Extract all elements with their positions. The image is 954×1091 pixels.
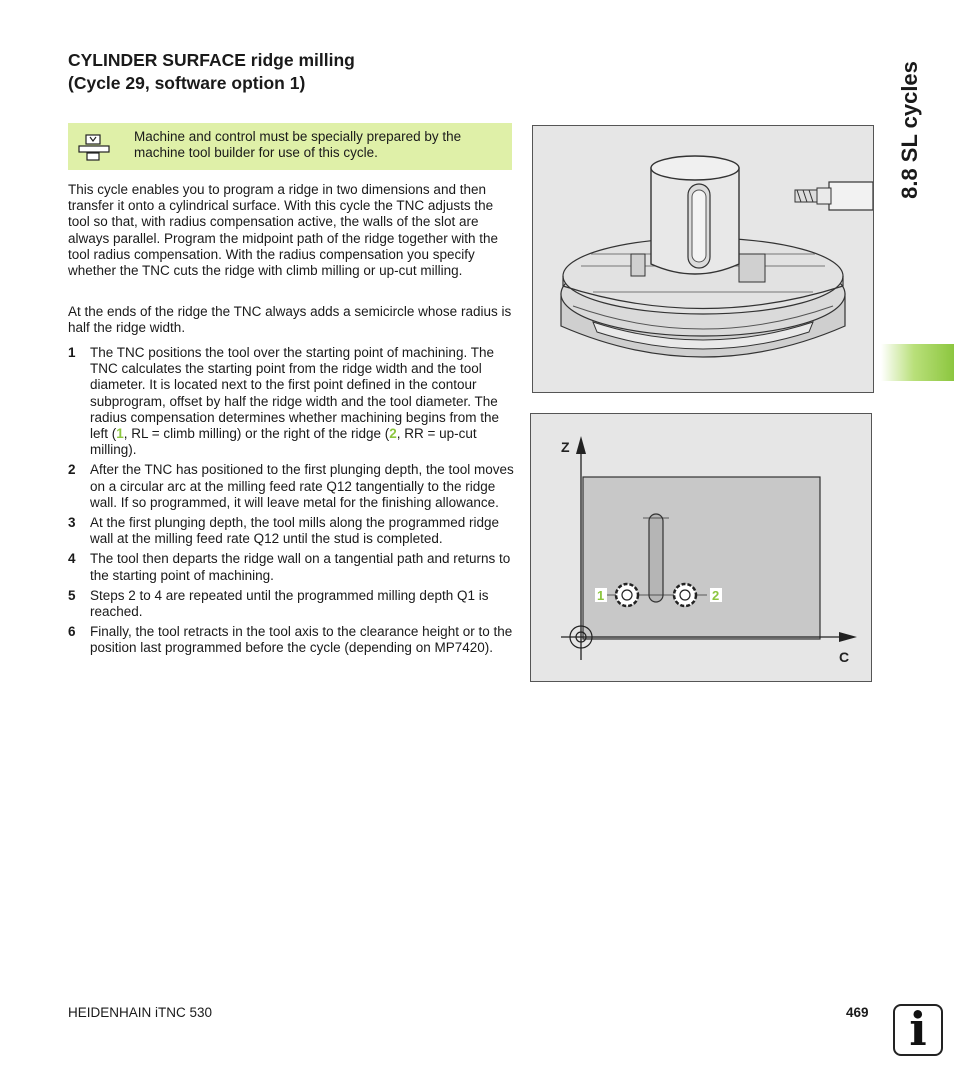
step-number: 6 <box>68 624 76 640</box>
zc-drawing <box>531 414 871 681</box>
semicircle-paragraph: At the ends of the ridge the TNC always adds a semicircle whose radius is half the ridge width. <box>68 304 512 336</box>
machine-note <box>68 123 512 170</box>
step-text: Finally, the tool retracts in the tool axis to the clearance height or to the position last programmed before the cycle (depending on MP7420). <box>90 624 513 656</box>
info-icon <box>893 1004 943 1056</box>
steps-list <box>68 345 514 661</box>
page-title <box>68 49 528 95</box>
step-text-post: , RR = up-cut milling). <box>90 426 477 458</box>
step-number: 4 <box>68 551 76 567</box>
step-text: After the TNC has positioned to the first plunging depth, the tool moves on a circular arc at the milling feed rate Q12 tangentially to the ridge wall. If so programmed, it will leave metal for the finishing allowance. <box>90 462 514 510</box>
section-label-text: 8.8 SL cycles <box>897 61 922 199</box>
step-number: 2 <box>68 462 76 478</box>
title-line-2: (Cycle 29, software option 1) <box>68 73 306 93</box>
step-item <box>68 624 514 656</box>
step-text: Steps 2 to 4 are repeated until the programmed milling depth Q1 is reached. <box>90 587 489 620</box>
step-item <box>68 588 514 620</box>
intro-paragraph: This cycle enables you to program a ridge in two dimensions and then transfer it onto a cylindrical surface. With this cycle the TNC adjusts the tool so that, with radius compensation active, the walls of the slot are always parallel. Program the midpoint path of the ridge together with the tool radius compensation. With the radius compensation you specify whether the TNC cuts the ridge with climb milling or up-cut milling. <box>68 182 498 279</box>
step-item <box>68 551 514 583</box>
step-text-pre: The TNC positions the tool over the starting point of machining. The TNC calculates the starting point from the ridge width and the tool diameter. It is located next to the first point defined in the contour subprogram, offset by half the ridge width and the tool diameter. The radius compensation determines whether machining begins from the left ( <box>90 345 499 442</box>
step-item <box>68 462 514 511</box>
zc-diagram <box>530 413 872 682</box>
section-side-label <box>880 40 940 220</box>
marker-ref-1: 1 <box>116 426 124 442</box>
cylinder-drawing <box>533 126 873 392</box>
step-number: 5 <box>68 587 76 603</box>
marker-ref-2: 2 <box>389 426 397 442</box>
page-number: 469 <box>846 1005 869 1020</box>
title-line-1: CYLINDER SURFACE ridge milling <box>68 50 355 70</box>
step-text: The tool then departs the ridge wall on a tangential path and returns to the starting point of machining. <box>90 551 511 583</box>
cylinder-illustration <box>532 125 874 393</box>
machine-icon <box>78 132 110 162</box>
axis-z-label: Z <box>561 439 570 455</box>
step-item <box>68 345 514 458</box>
info-glyph: i <box>909 1002 927 1056</box>
marker-2-label: 2 <box>712 588 720 603</box>
step-item <box>68 515 514 547</box>
chapter-tab <box>881 344 954 381</box>
footer-product: HEIDENHAIN iTNC 530 <box>68 1005 213 1020</box>
axis-c-label: C <box>839 649 850 665</box>
step-text: At the first plunging depth, the tool mills along the programmed ridge wall at the milling feed rate Q12 until the stud is completed. <box>90 515 499 547</box>
marker-1-label: 1 <box>597 588 605 603</box>
step-text-mid: , RL = climb milling) or the right of the ridge ( <box>123 426 390 442</box>
step-number: 1 <box>68 345 76 360</box>
note-text: Machine and control must be specially prepared by the machine tool builder for use of this cycle. <box>134 129 462 160</box>
step-number: 3 <box>68 515 76 531</box>
